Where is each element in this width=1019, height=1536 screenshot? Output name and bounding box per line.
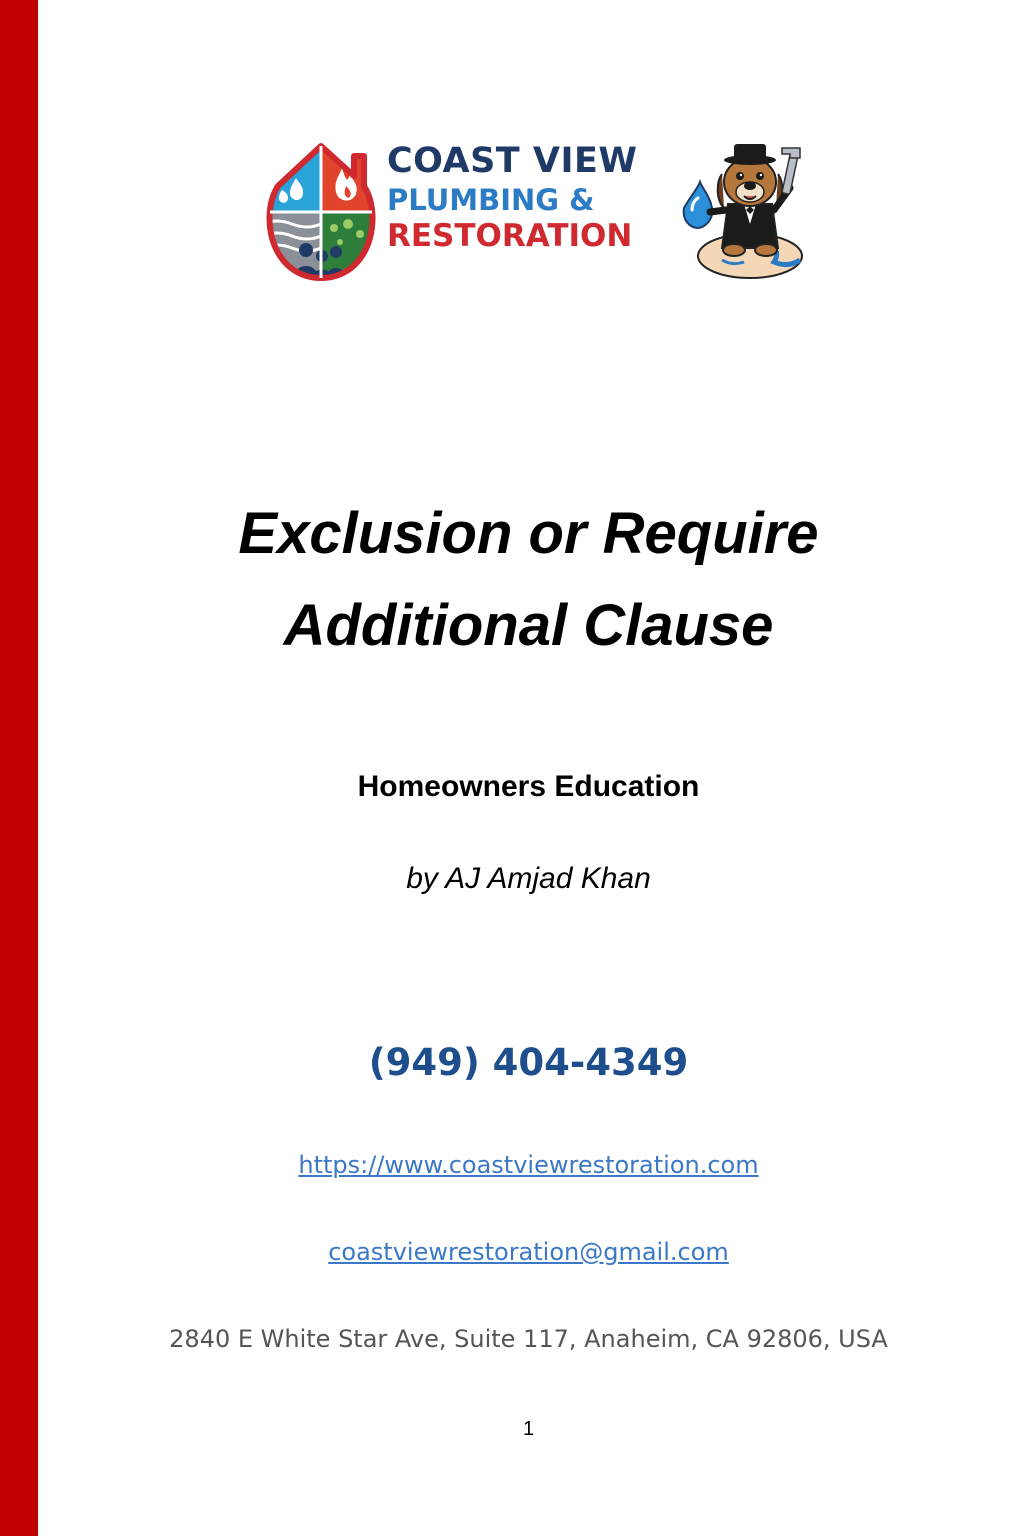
document-subtitle: Homeowners Education <box>357 770 700 803</box>
website-link[interactable]: https://www.coastviewrestoration.com <box>298 1151 759 1179</box>
logo-line-coast-view: COAST VIEW <box>387 141 638 181</box>
logo-line-plumbing: PLUMBING & <box>387 183 595 217</box>
mailing-address: 2840 E White Star Ave, Suite 117, Anaheim, CA 92806, USA <box>169 1325 888 1353</box>
house-drop-quadrants-icon <box>262 138 380 283</box>
phone-number: (949) 404-4349 <box>368 1041 689 1084</box>
page-number: 1 <box>522 1418 535 1440</box>
side-accent-bar <box>0 0 38 1536</box>
document-author: by AJ Amjad Khan <box>406 862 651 895</box>
document-title-line-1: Exclusion or Require <box>238 501 819 566</box>
dog-plumber-mascot-icon <box>682 138 807 283</box>
email-link[interactable]: coastviewrestoration@gmail.com <box>328 1238 729 1266</box>
document-title-line-2: Additional Clause <box>283 593 774 658</box>
logo-wordmark <box>387 141 687 254</box>
document-title <box>38 488 1019 672</box>
company-logo <box>262 138 807 288</box>
logo-line-restoration: RESTORATION <box>387 218 633 254</box>
